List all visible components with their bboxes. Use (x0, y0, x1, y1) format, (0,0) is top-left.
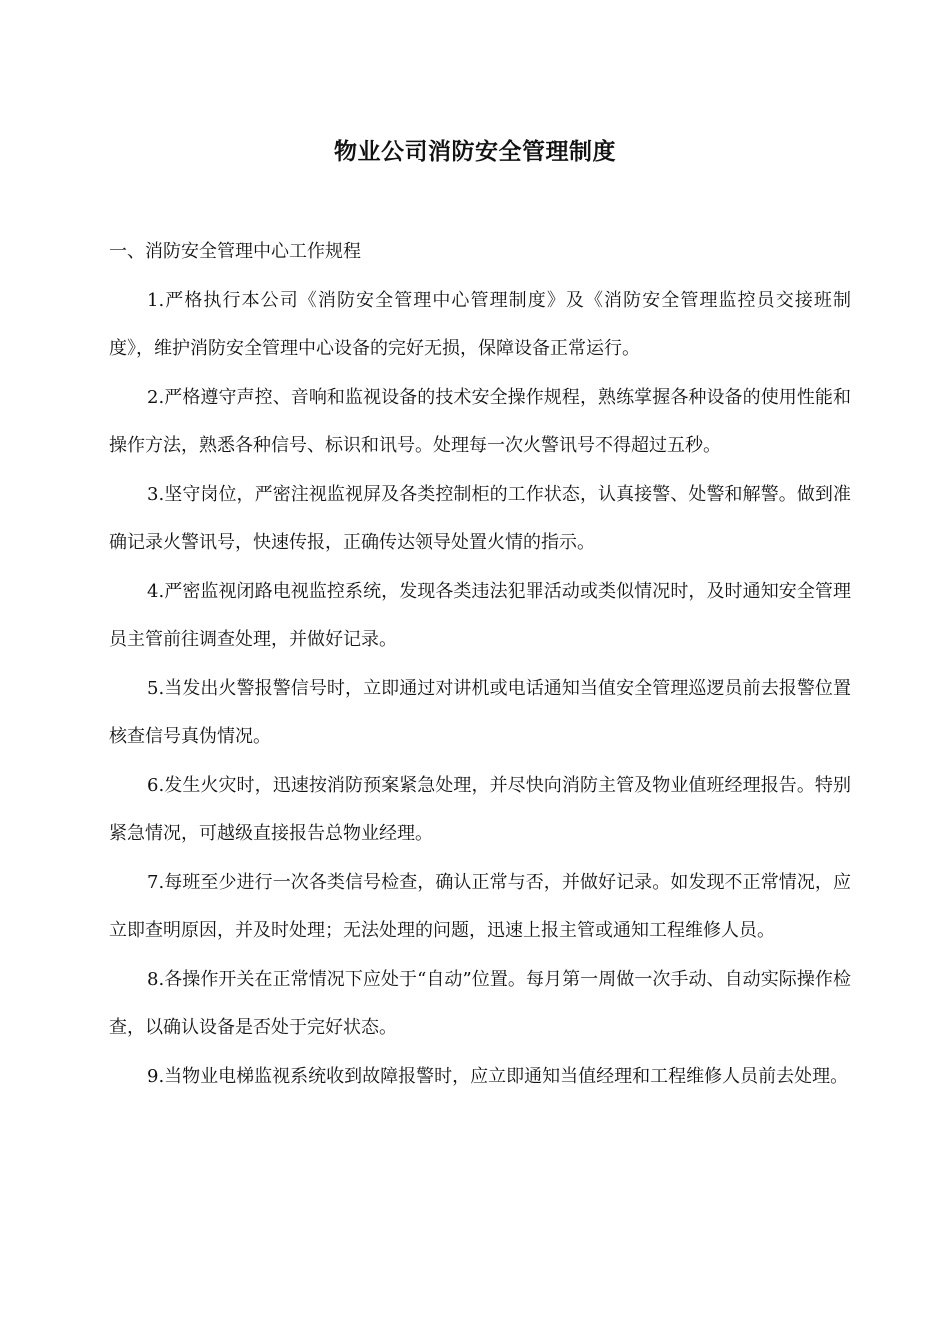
paragraph-6: 6.发生火灾时，迅速按消防预案紧急处理，并尽快向消防主管及物业值班经理报告。特别紧急情况，可越级直接报告总物业经理。 (109, 774, 851, 844)
paragraph-8: 8.各操作开关在正常情况下应处于“自动”位置。每月第一周做一次手动、自动实际操作检查，以确认设备是否处于完好状态。 (109, 968, 851, 1038)
document-body (109, 228, 851, 1101)
paragraph-4: 4.严密监视闭路电视监控系统，发现各类违法犯罪活动或类似情况时，及时通知安全管理员主管前往调查处理，并做好记录。 (109, 580, 851, 650)
paragraph-9: 9.当物业电梯监视系统收到故障报警时，应立即通知当值经理和工程维修人员前去处理。 (147, 1065, 849, 1087)
document-title: 物业公司消防安全管理制度 (334, 139, 616, 165)
section-heading: 一、消防安全管理中心工作规程 (109, 241, 361, 262)
paragraph-2: 2.严格遵守声控、音响和监视设备的技术安全操作规程，熟练掌握各种设备的使用性能和操作方法，熟悉各种信号、标识和讯号。处理每一次火警讯号不得超过五秒。 (109, 386, 851, 456)
paragraph-3: 3.坚守岗位，严密注视监视屏及各类控制柜的工作状态，认真接警、处警和解警。做到准确记录火警讯号，快速传报，正确传达领导处置火情的指示。 (109, 483, 851, 553)
paragraph-7: 7.每班至少进行一次各类信号检查，确认正常与否，并做好记录。如发现不正常情况，应立即查明原因，并及时处理；无法处理的问题，迅速上报主管或通知工程维修人员。 (109, 871, 851, 941)
paragraph-5: 5.当发出火警报警信号时，立即通过对讲机或电话通知当值安全管理巡逻员前去报警位置核查信号真伪情况。 (109, 677, 851, 747)
paragraph-1: 1.严格执行本公司《消防安全管理中心管理制度》及《消防安全管理监控员交接班制度》，维护消防安全管理中心设备的完好无损，保障设备正常运行。 (109, 289, 851, 359)
